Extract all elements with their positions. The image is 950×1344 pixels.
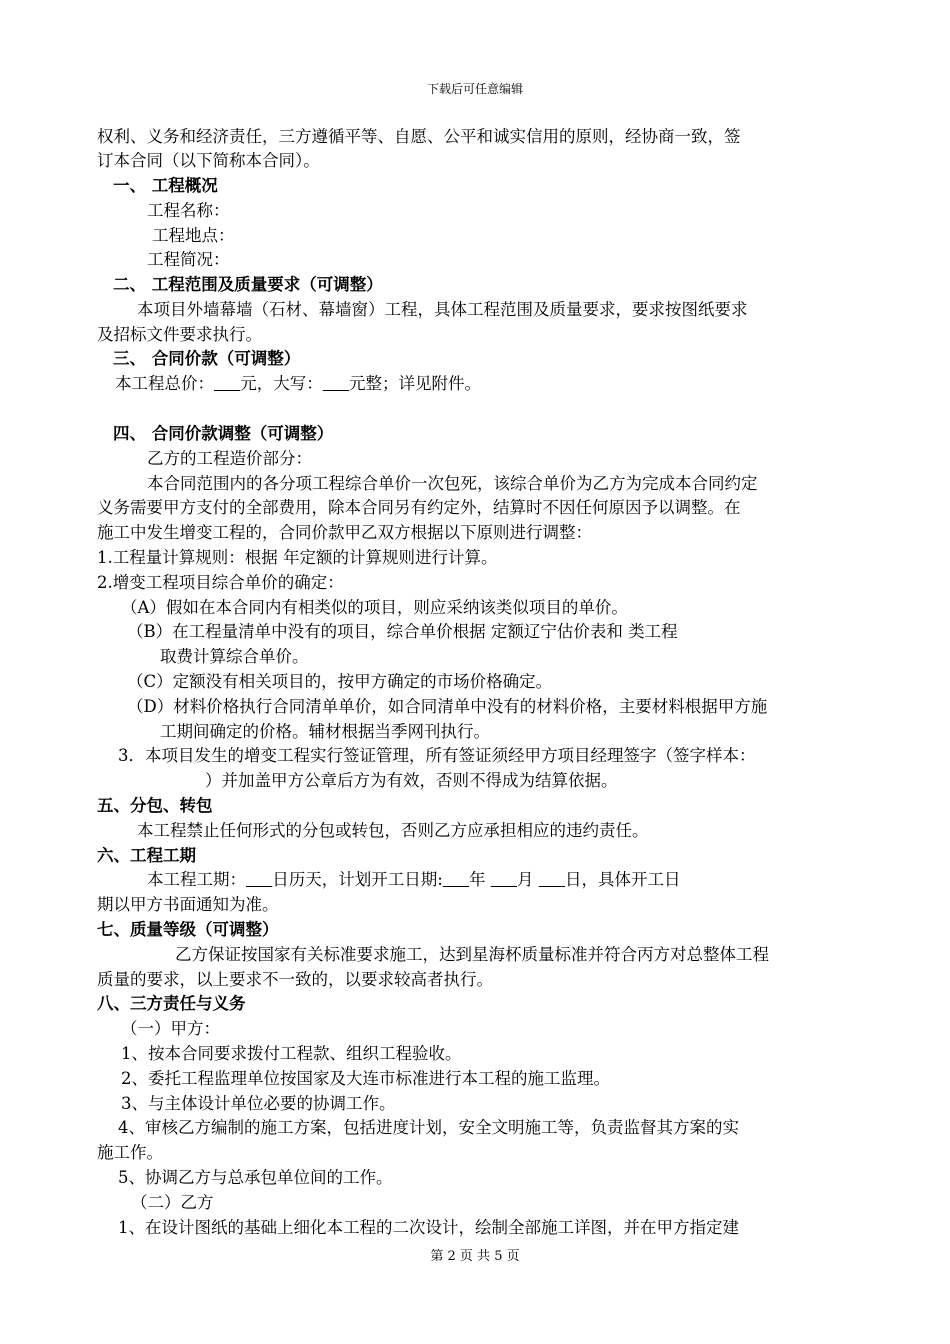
section-heading: 五、分包、转包: [97, 796, 213, 815]
text-line: 乙方保证按国家有关标准要求施工，达到星海杯质量标准并符合丙方对总整体工程: [175, 945, 769, 964]
text-line: （C）定额没有相关项目的，按甲方确定的市场价格确定。: [127, 672, 553, 691]
text-line: 及招标文件要求执行。: [97, 325, 262, 344]
page-footer: 第 2 页 共 5 页: [430, 1249, 520, 1264]
line-text: 本工程总价：: [115, 374, 214, 393]
text-line: 工期间确定的价格。辅材根据当季网刊执行。: [160, 722, 490, 741]
text-line: 3．本项目发生的增变工程实行签证管理，所有签证须经甲方项目经理签字（签字样本：: [118, 746, 756, 765]
line-text: 元整；详见附件。: [348, 374, 481, 393]
text-line: 期以甲方书面通知为准。: [97, 895, 279, 914]
text-line: （二）乙方: [131, 1193, 214, 1212]
text-line: [147, 870, 681, 890]
text-line: （B）在工程量清单中没有的项目，综合单价根据 定额辽宁估价表和 类工程: [127, 622, 678, 641]
text-line: 乙方的工程造价部分：: [147, 449, 312, 468]
blank-field: [214, 374, 240, 394]
section-heading: 八、三方责任与义务: [97, 994, 246, 1013]
text-line: （D）材料价格执行合同清单单价，如合同清单中没有的材料价格，主要材料根据甲方施: [127, 697, 768, 716]
blank-field: [443, 870, 469, 890]
text-line: （A）假如在本合同内有相类似的项目，则应采纳该类似项目的单价。: [121, 598, 628, 617]
text-line: 权利、义务和经济责任，三方遵循平等、自愿、公平和诚实信用的原则，经协商一致，签: [97, 127, 741, 146]
blank-field: [491, 870, 517, 890]
text-line: 5、协调乙方与总承包单位间的工作。: [118, 1168, 393, 1187]
text-line: 1、在设计图纸的基础上细化本工程的二次设计，绘制全部施工详图，并在甲方指定建: [118, 1218, 739, 1237]
text-line: 1.工程量计算规则：根据 年定额的计算规则进行计算。: [97, 548, 498, 567]
text-line: 本项目外墙幕墙（石材、幕墙窗）工程，具体工程范围及质量要求，要求按图纸要求: [137, 300, 748, 319]
text-line: 2、委托工程监理单位按国家及大连市标准进行本工程的施工监理。: [121, 1069, 610, 1088]
text-line: 2.增变工程项目综合单价的确定：: [97, 573, 344, 592]
text-line: ）并加盖甲方公章后方为有效，否则不得成为结算依据。: [205, 771, 618, 790]
section-heading: 七、质量等级（可调整）: [97, 920, 279, 939]
text-line: 质量的要求，以上要求不一致的，以要求较高者执行。: [97, 970, 493, 989]
line-text: 元，大写：: [240, 374, 323, 393]
line-text: 日历天，计划开工日期:: [272, 870, 443, 889]
blank-field: [323, 374, 349, 394]
blank-field: [539, 870, 565, 890]
section-heading: 二、 工程范围及质量要求（可调整）: [113, 275, 383, 294]
text-line: 施工作。: [97, 1143, 163, 1162]
text-line: [115, 374, 481, 394]
text-line: 施工中发生增变工程的，合同价款甲乙双方根据以下原则进行调整：: [97, 523, 592, 542]
text-line: （一）甲方：: [121, 1019, 220, 1038]
section-heading: 四、 合同价款调整（可调整）: [113, 424, 334, 443]
section-heading: 一、 工程概况: [113, 176, 218, 195]
text-line: 3、与主体设计单位必要的协调工作。: [121, 1094, 396, 1113]
text-line: 订本合同（以下简称本合同）。: [97, 151, 320, 170]
line-text: 月: [517, 870, 539, 889]
text-line: 4、审核乙方编制的施工方案，包括进度计划，安全文明施工等，负责监督其方案的实: [118, 1118, 739, 1137]
section-heading: 六、工程工期: [97, 846, 196, 865]
blank-field: [246, 870, 272, 890]
page-header: 下载后可任意编辑: [426, 82, 523, 96]
text-line: 取费计算综合单价。: [160, 647, 309, 666]
line-text: 年: [469, 870, 491, 889]
text-line: 本工程禁止任何形式的分包或转包，否则乙方应承担相应的违约责任。: [137, 821, 649, 840]
line-text: 日，具体开工日: [565, 870, 681, 889]
section-heading: 三、 合同价款（可调整）: [113, 349, 301, 368]
line-text: 本工程工期：: [147, 870, 246, 889]
text-line: 本合同范围内的各分项工程综合单价一次包死，该综合单价为乙方为完成本合同约定: [147, 474, 758, 493]
text-line: 工程简况：: [147, 250, 230, 269]
text-line: 1、按本合同要求拨付工程款、组织工程验收。: [121, 1044, 462, 1063]
text-line: 工程地点：: [152, 226, 235, 245]
text-line: 义务需要甲方支付的全部费用，除本合同另有约定外，结算时不因任何原因予以调整。在: [97, 498, 741, 517]
text-line: 工程名称：: [147, 201, 230, 220]
